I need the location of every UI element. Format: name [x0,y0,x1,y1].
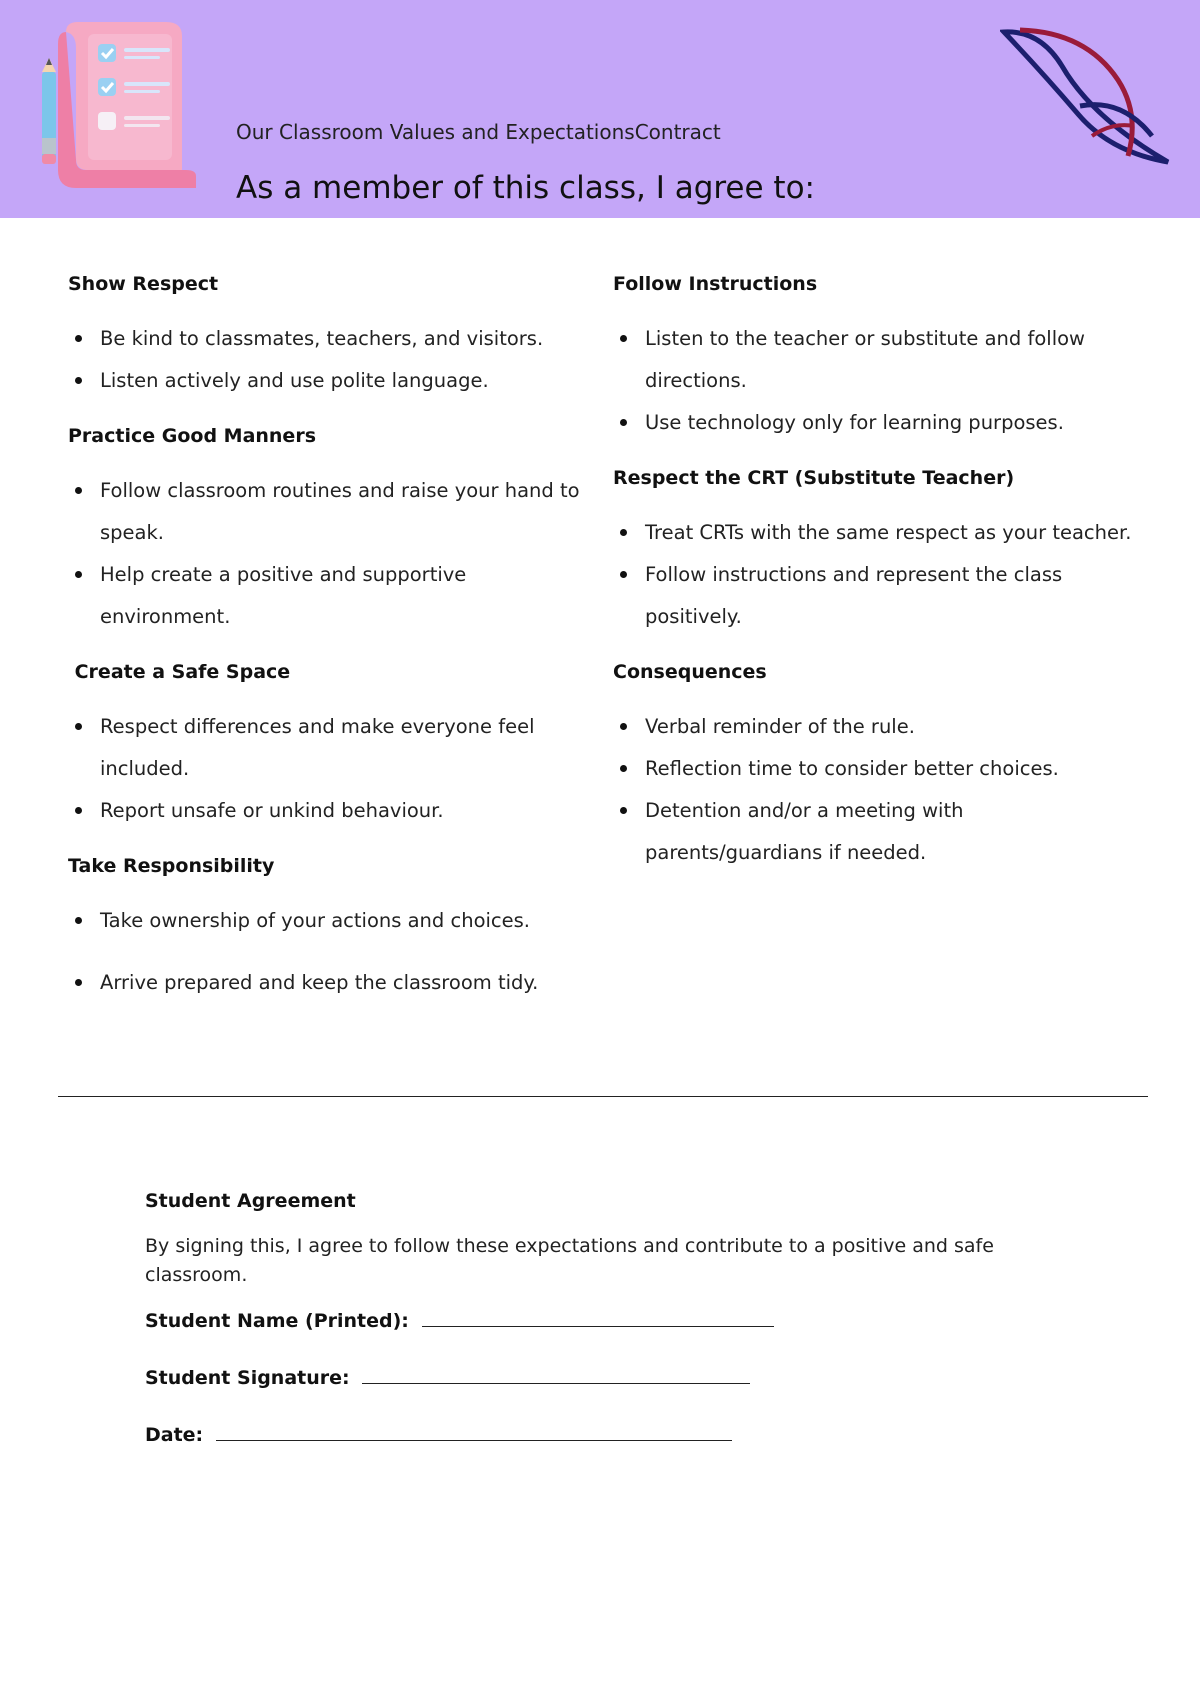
student-signature-field [145,1363,1045,1420]
page-title: As a member of this class, I agree to: [236,170,815,206]
section-list [68,706,588,832]
list-item: Verbal reminder of the rule. [645,706,1133,748]
checklist-scroll-icon [36,20,206,192]
student-signature-line[interactable] [362,1365,750,1384]
left-column [68,268,588,1004]
section-title-consequences: Consequences [613,661,767,683]
list-item: Follow classroom routines and raise your hand to speak. [100,470,588,554]
list-item: Respect differences and make everyone feel included. [100,706,588,790]
list-item: Listen actively and use polite language. [100,360,588,402]
section-title-take-responsibility: Take Responsibility [68,855,275,877]
list-item: Listen to the teacher or substitute and follow directions. [645,318,1133,402]
list-item: Be kind to classmates, teachers, and visitors. [100,318,588,360]
agreement-text: By signing this, I agree to follow these expectations and contribute to a positive and safe classroom. [145,1235,994,1286]
section-title-respect-crt: Respect the CRT (Substitute Teacher) [613,467,1015,489]
right-column [613,268,1133,874]
list-item: Follow instructions and represent the class positively. [645,554,1133,638]
section-list [68,318,588,402]
section-title-good-manners: Practice Good Manners [68,425,317,447]
student-agreement-section [145,1190,1045,1477]
date-label: Date: [145,1424,204,1446]
list-item: Use technology only for learning purposes. [645,402,1133,444]
list-item: Detention and/or a meeting with parents/guardians if needed. [645,790,1133,874]
section-title-show-respect: Show Respect [68,273,219,295]
section-divider [58,1096,1148,1097]
student-signature-label: Student Signature: [145,1367,350,1389]
student-name-line[interactable] [422,1308,774,1327]
section-title-follow-instructions: Follow Instructions [613,273,818,295]
section-list [68,470,588,638]
date-line[interactable] [216,1422,732,1441]
swoosh-logo-icon [1000,26,1170,176]
section-list [613,512,1133,638]
list-item: Arrive prepared and keep the classroom tidy. [100,962,588,1004]
document-subtitle: Our Classroom Values and ExpectationsContract [236,120,721,144]
agreement-title: Student Agreement [145,1190,356,1212]
list-item: Report unsafe or unkind behaviour. [100,790,588,832]
list-item: Reflection time to consider better choices. [645,748,1133,790]
section-list [68,900,588,1004]
section-list [613,706,1133,874]
list-item: Take ownership of your actions and choices. [100,900,588,942]
list-item: Help create a positive and supportive environment. [100,554,588,638]
section-list [613,318,1133,444]
student-name-field [145,1306,1045,1363]
date-field [145,1420,1045,1477]
student-name-label: Student Name (Printed): [145,1310,409,1332]
section-title-safe-space: Create a Safe Space [68,661,291,683]
list-item: Treat CRTs with the same respect as your teacher. [645,512,1133,554]
header-banner [0,0,1200,218]
